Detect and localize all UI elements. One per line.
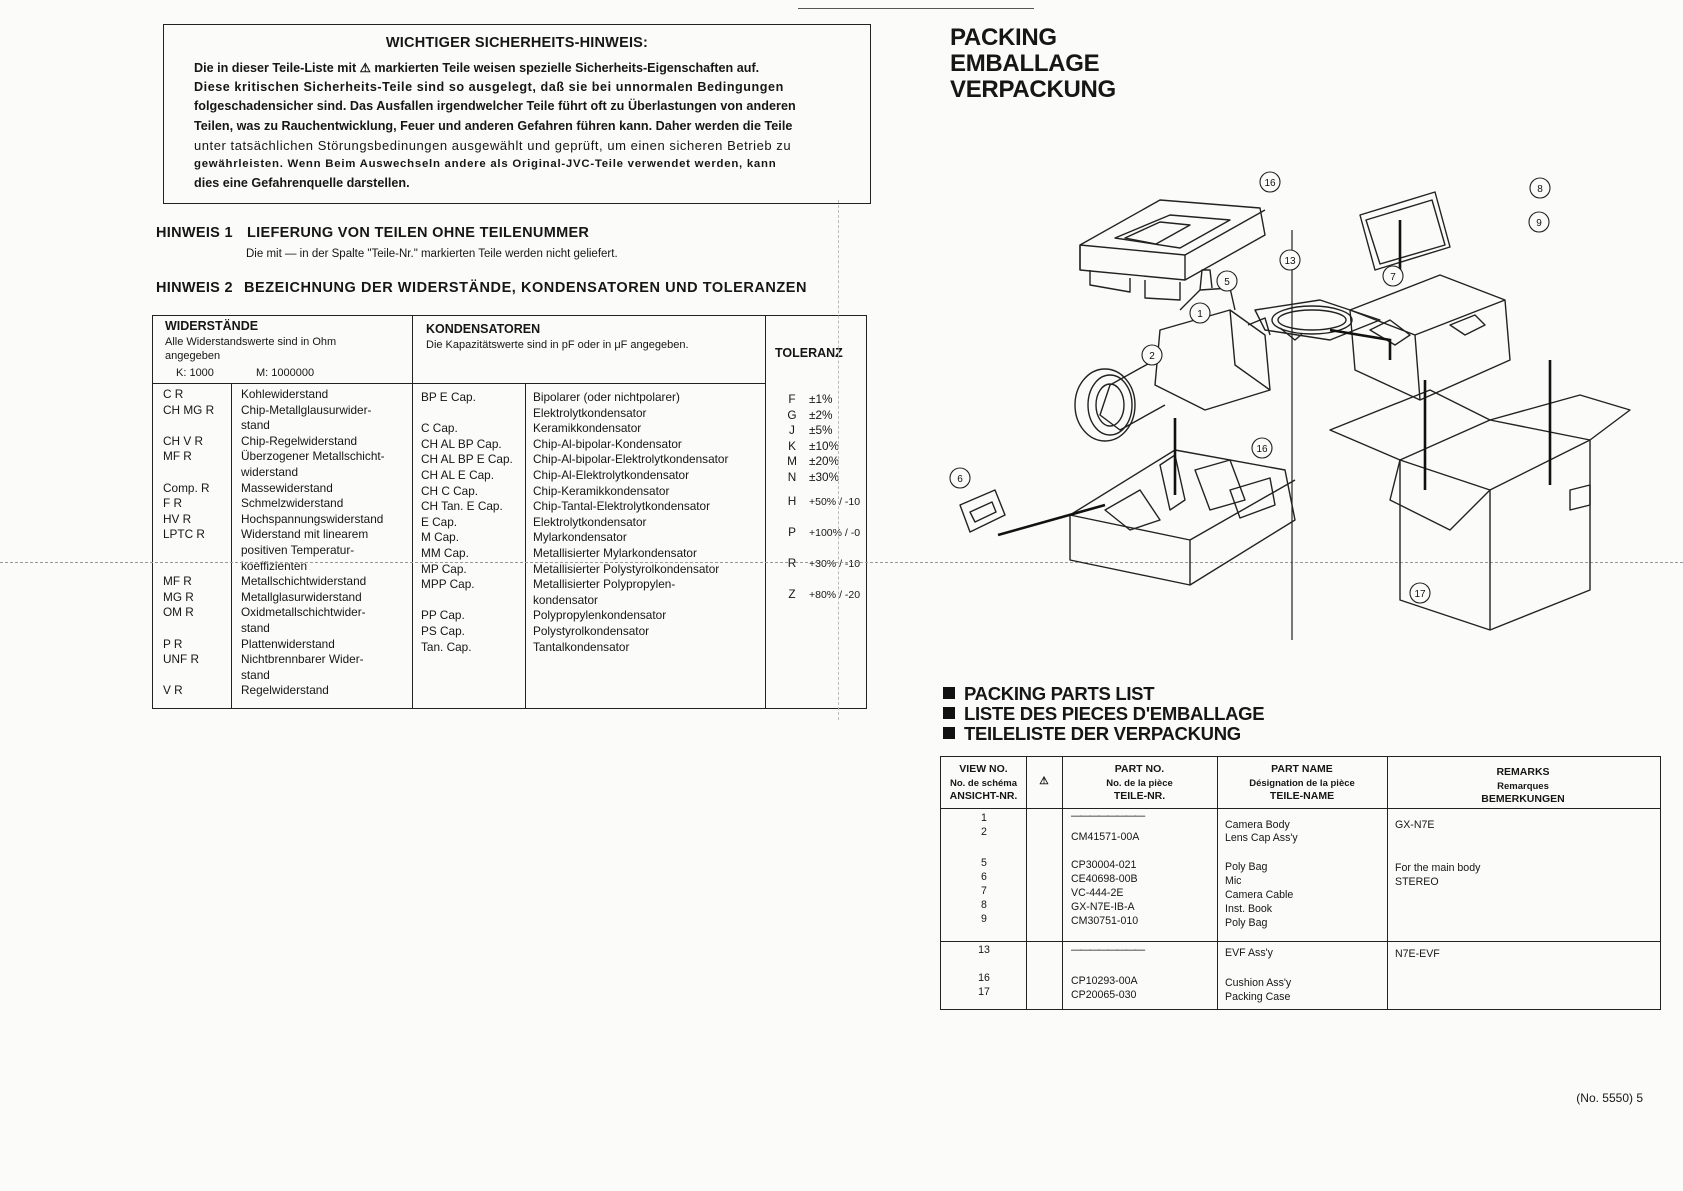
packing-case-drawing [1330, 390, 1630, 630]
callout-label: 16 [1256, 444, 1268, 455]
header-de: TEILE-NR. [1113, 790, 1166, 802]
resistor-name: stand [241, 620, 270, 635]
resistor-name: Schmelzwiderstand [241, 496, 344, 511]
tolerance-row [775, 392, 863, 408]
divider [525, 384, 526, 708]
packing-heading: PACKING [950, 24, 1057, 51]
part-no: ———————— [1071, 810, 1144, 822]
resistor-name: Überzogener Metallschicht- [241, 449, 385, 464]
resistor-name: widerstand [241, 464, 299, 479]
packing-diagram [930, 160, 1660, 660]
legend-table [152, 315, 867, 709]
tolerance-code: Z [788, 586, 796, 601]
capacitor-code: MPP Cap. [421, 577, 475, 592]
part-name: Camera Cable [1225, 889, 1294, 901]
capacitor-code: CH AL E Cap. [421, 467, 494, 482]
capacitor-code: CH Tan. E Cap. [421, 499, 503, 514]
resistor-code: F R [163, 496, 183, 511]
page-number: (No. 5550) 5 [1576, 1091, 1643, 1105]
header-en: REMARKS [1496, 766, 1550, 778]
capacitor-name: Chip-Al-bipolar-Elektrolytkondensator [533, 452, 729, 467]
resistor-code [163, 668, 214, 684]
capacitor-code: CH C Cap. [421, 483, 479, 498]
callout-label: 17 [1414, 589, 1426, 600]
tolerance-code: R [787, 555, 797, 570]
part-name: Mic [1225, 875, 1242, 887]
parts-list-heading-text: PACKING PARTS LIST [964, 683, 1155, 704]
warning-triangle-icon: ⚠ [1039, 775, 1049, 787]
tolerance-value: ±10% [809, 438, 840, 453]
header-fr: No. de schéma [949, 777, 1018, 789]
tolerance-value: +100% / -0 [809, 526, 861, 539]
view-no: 9 [981, 913, 987, 925]
resistor-name: Metallglasurwiderstand [241, 589, 362, 604]
callout-1 [1190, 303, 1210, 323]
resistor-code: HV R [163, 511, 192, 526]
tolerance-code: P [788, 524, 796, 539]
remarks: For the main body [1395, 862, 1481, 874]
remarks: N7E-EVF [1395, 948, 1440, 960]
capacitor-name: Metallisierter Mylarkondensator [533, 545, 697, 560]
resistors-subtitle: Alle Widerstandswerte sind in Ohm angegeben [165, 336, 337, 362]
resistor-code: C R [163, 387, 184, 401]
view-no: 1 [981, 812, 987, 824]
resistor-name: Regelwiderstand [241, 683, 329, 698]
resistor-name: Plattenwiderstand [241, 636, 335, 651]
note-1-number: HINWEIS 1 [156, 225, 233, 241]
header-fr: Remarques [1497, 780, 1549, 792]
divider [1026, 757, 1027, 1009]
capacitor-name: Chip-Tantal-Elektrolytkondensator [533, 499, 711, 514]
capacitor-name: Elektrolytkondensator [533, 405, 647, 420]
capacitor-name: Elektrolytkondensator [533, 514, 647, 529]
part-no: VC-444-2E [1071, 887, 1124, 899]
part-name: Poly Bag [1225, 917, 1268, 929]
capacitor-code: PS Cap. [421, 623, 465, 638]
callout-label: 6 [957, 474, 963, 485]
parts-list-heading-text: LISTE DES PIECES D'EMBALLAGE [964, 703, 1265, 724]
capacitor-name: Chip-Keramikkondensator [533, 483, 670, 498]
resistor-name: Hochspannungswiderstand [241, 511, 384, 526]
divider [941, 808, 1660, 809]
tolerance-header: TOLERANZ [775, 346, 843, 360]
resistor-code: Comp. R [163, 480, 210, 495]
capacitor-code: MM Cap. [421, 545, 469, 560]
part-name: EVF Ass'y [1225, 947, 1273, 959]
camera-drawing [1075, 270, 1270, 441]
part-name: Camera Body [1225, 819, 1290, 831]
resistor-name: Chip-Metallglausurwider- [241, 402, 372, 417]
tolerance-value: +30% / -10 [809, 557, 861, 570]
resistors-header: WIDERSTÄNDE [165, 319, 259, 333]
assembly-arrow [998, 505, 1105, 535]
capacitor-code: M Cap. [421, 530, 460, 545]
view-no: 5 [981, 857, 987, 869]
divider [231, 384, 232, 708]
callout-9 [1529, 212, 1549, 232]
capacitor-name: Keramikkondensator [533, 421, 642, 436]
divider [765, 316, 766, 708]
bullet-square-icon [943, 727, 955, 739]
capacitor-code: PP Cap. [421, 608, 465, 623]
tolerance-code: F [788, 392, 796, 406]
callout-5 [1217, 271, 1237, 291]
resistor-codes [163, 387, 214, 699]
header-en: PART NO. [1114, 763, 1165, 775]
part-name: Poly Bag [1225, 861, 1268, 873]
header-en: PART NAME [1271, 763, 1333, 775]
resistor-code: MG R [163, 589, 194, 604]
tolerance-row [775, 579, 863, 610]
resistor-code [163, 621, 214, 637]
capacitor-code [421, 593, 513, 609]
resistor-code [163, 465, 214, 481]
resistor-code [163, 543, 214, 559]
header-de: TEILE-NAME [1269, 790, 1335, 802]
capacitor-name: Polystyrolkondensator [533, 623, 650, 638]
tolerance-value: +80% / -20 [809, 588, 861, 601]
resistor-names [241, 387, 385, 699]
tolerance-code: M [787, 454, 797, 469]
tolerance-value: ±1% [809, 392, 833, 406]
tolerance-value: +50% / -10 [809, 495, 861, 508]
tolerance-row [775, 470, 863, 486]
part-no: GX-N7E-IB-A [1071, 901, 1135, 913]
safety-text [194, 59, 840, 193]
note-2-number: HINWEIS 2 [156, 280, 233, 296]
capacitor-code: Tan. Cap. [421, 639, 472, 654]
capacitor-name: Mylarkondensator [533, 530, 627, 545]
tolerance-value: ±30% [809, 469, 840, 484]
divider [412, 383, 765, 384]
part-no-header [1062, 763, 1217, 804]
view-no-header [941, 763, 1026, 804]
part-no: CM41571-00A [1071, 831, 1140, 843]
capacitor-name: Metallisierter Polypropylen- [533, 577, 676, 592]
unit-m: M: 1000000 [256, 367, 315, 379]
callout-6 [950, 468, 970, 488]
resistor-code [163, 559, 214, 575]
header-fr: Désignation de la pièce [1249, 777, 1355, 789]
packing-parts-table [940, 756, 1661, 1010]
view-no: 7 [981, 885, 987, 897]
callout-2 [1142, 345, 1162, 365]
part-no: CM30751-010 [1071, 915, 1139, 927]
callout-label: 5 [1224, 277, 1230, 288]
capacitor-name: Chip-Al-bipolar-Kondensator [533, 436, 682, 451]
callout-label: 13 [1284, 256, 1296, 267]
view-no: 17 [978, 986, 990, 998]
packing-heading: EMBALLAGE [950, 50, 1100, 77]
capacitor-code [421, 406, 513, 422]
tolerance-code: N [787, 469, 797, 484]
resistor-name: Nichtbrennbarer Wider- [241, 652, 364, 667]
capacitor-name: Metallisierter Polystyrolkondensator [533, 561, 720, 576]
safety-line: Teilen, was zu Rauchentwicklung, Feuer und anderen Gefahren führen kann. Daher werden die Teile [194, 118, 793, 133]
capacitor-code: CH AL BP E Cap. [421, 452, 513, 467]
callout-16 [1260, 172, 1280, 192]
tolerance-value: ±20% [809, 454, 840, 469]
bottom-cushion-drawing [1070, 450, 1295, 585]
resistor-code: OM R [163, 605, 194, 620]
safety-line: Diese kritischen Sicherheits-Teile sind so ausgelegt, daß sie bei unnormalen Bedingungen [194, 80, 784, 95]
capacitor-name: Bipolarer (oder nichtpolarer) [533, 390, 680, 404]
divider [153, 383, 412, 384]
tolerance-code: G [787, 407, 797, 422]
resistor-name: Chip-Regelwiderstand [241, 433, 358, 448]
bullet-square-icon [943, 687, 955, 699]
safety-line: gewährleisten. Wenn Beim Auswechseln andere als Original-JVC-Teile verwendet werden, kann [194, 158, 777, 171]
resistor-name: positiven Temperatur- [241, 542, 355, 557]
top-rule [798, 8, 1034, 9]
tolerance-value: ±2% [809, 407, 833, 422]
resistor-name: Metallschichtwiderstand [241, 574, 367, 589]
header-de: ANSICHT-NR. [949, 790, 1018, 802]
safety-line: Die in dieser Teile-Liste mit ⚠ markierten Teile weisen spezielle Sicherheits-Eigenschaften auf. [194, 61, 760, 75]
part-no: ———————— [1071, 944, 1144, 956]
resistor-name: Massewiderstand [241, 480, 333, 495]
capacitor-names [533, 390, 728, 655]
resistor-code: UNF R [163, 652, 200, 667]
part-no: CP10293-00A [1071, 975, 1138, 987]
top-cushion-drawing [1080, 200, 1265, 300]
tolerance-code: H [787, 493, 797, 508]
resistor-code: MF R [163, 449, 192, 464]
capacitors-subtitle: Die Kapazitätswerte sind in pF oder in μF angegeben. [426, 339, 689, 351]
part-name: Inst. Book [1225, 903, 1273, 915]
capacitors-header: KONDENSATOREN [426, 322, 541, 336]
safety-notice-box [163, 24, 871, 204]
resistor-code: CH MG R [163, 402, 215, 417]
callout-8 [1530, 178, 1550, 198]
resistor-code: CH V R [163, 433, 203, 448]
resistor-code: V R [163, 683, 183, 698]
bullet-square-icon [943, 707, 955, 719]
parts-list-heading [943, 703, 1264, 725]
callout-label: 16 [1264, 178, 1276, 189]
part-name: Packing Case [1225, 991, 1291, 1003]
view-no: 16 [978, 972, 990, 984]
callout-16-bottom [1252, 438, 1272, 458]
note-1-title: LIEFERUNG VON TEILEN OHNE TEILENUMMER [247, 225, 590, 241]
note-2-heading [156, 280, 807, 296]
assembly-arrow [1330, 330, 1390, 360]
tolerance-row [775, 517, 863, 548]
fold-line [838, 200, 839, 720]
view-no: 6 [981, 871, 987, 883]
part-no: CE40698-00B [1071, 873, 1138, 885]
header-de: BEMERKUNGEN [1481, 793, 1565, 805]
note-1-text: Die mit — in der Spalte "Teile-Nr." markierten Teile werden nicht geliefert. [246, 248, 618, 260]
parts-list-heading [943, 723, 1241, 745]
safety-line: dies eine Gefahrenquelle darstellen. [194, 176, 410, 191]
remarks: STEREO [1395, 876, 1439, 888]
capacitor-code: BP E Cap. [421, 390, 476, 404]
note-2-title: BEZEICHNUNG DER WIDERSTÄNDE, KONDENSATOREN UND TOLERANZEN [244, 280, 808, 296]
capacitor-name: Chip-Al-Elektrolytkondensator [533, 467, 690, 482]
capacitor-code: C Cap. [421, 421, 458, 436]
part-no: CP30004-021 [1071, 859, 1137, 871]
tolerance-row [775, 486, 863, 517]
callout-label: 9 [1536, 218, 1542, 229]
book-drawing [1360, 192, 1450, 270]
callout-label: 8 [1537, 184, 1543, 195]
view-no: 8 [981, 899, 987, 911]
resistor-code [163, 418, 214, 434]
view-no: 13 [978, 944, 990, 956]
resistor-code: LPTC R [163, 527, 205, 542]
resistor-code: P R [163, 636, 183, 651]
divider [941, 941, 1660, 942]
capacitor-code: MP Cap. [421, 561, 467, 576]
capacitor-name: Polypropylenkondensator [533, 608, 667, 623]
unit-k: K: 1000 [176, 367, 214, 379]
safety-line: folgeschadensicher sind. Das Ausfallen irgendwelcher Teile führt oft zu Überlastungen von anderen [194, 99, 796, 114]
callout-7 [1383, 266, 1403, 286]
capacitor-name: kondensator [533, 592, 598, 607]
capacitor-codes [421, 390, 513, 655]
parts-list-heading [943, 683, 1154, 705]
part-no: CP20065-030 [1071, 989, 1137, 1001]
resistor-name: Kohlewiderstand [241, 387, 329, 401]
safety-header [1026, 775, 1062, 789]
header-en: VIEW NO. [959, 763, 1008, 775]
capacitor-name: Tantalkondensator [533, 639, 630, 654]
view-no: 2 [981, 826, 987, 838]
resistor-name: stand [241, 418, 270, 433]
header-fr: No. de la pièce [1106, 777, 1173, 789]
mic-drawing [960, 490, 1005, 532]
safety-line: unter tatsächlichen Störungsbedinungen ausgewählt und geprüft, um einen sicheren Betrieb zu [194, 137, 792, 153]
part-name: Lens Cap Ass'y [1225, 832, 1298, 844]
tolerance-code: J [789, 423, 795, 438]
resistor-name: koeffizienten [241, 558, 308, 573]
resistor-name: stand [241, 667, 270, 682]
parts-list-heading-text: TEILELISTE DER VERPACKUNG [964, 723, 1241, 744]
remarks: GX-N7E [1395, 819, 1435, 831]
callout-label: 2 [1149, 351, 1155, 362]
part-name-header [1217, 763, 1387, 804]
tolerance-value: ±5% [809, 423, 833, 438]
tolerance-list [775, 392, 863, 610]
callout-17 [1410, 583, 1430, 603]
safety-title: WICHTIGER SICHERHEITS-HINWEIS: [385, 35, 649, 51]
resistor-name: Widerstand mit linearem [241, 527, 369, 542]
tolerance-row [775, 423, 863, 439]
tolerance-row [775, 548, 863, 579]
callout-13 [1280, 250, 1300, 270]
tolerance-row [775, 439, 863, 455]
tolerance-code: K [788, 438, 796, 453]
part-name: Cushion Ass'y [1225, 977, 1292, 989]
resistor-code: MF R [163, 574, 192, 589]
divider [412, 316, 413, 708]
tolerance-row [775, 454, 863, 470]
callout-label: 7 [1390, 272, 1396, 283]
capacitor-code: E Cap. [421, 514, 458, 529]
note-1-heading [156, 225, 589, 241]
packing-heading: VERPACKUNG [950, 76, 1116, 103]
tolerance-row [775, 408, 863, 424]
remarks-header [1387, 766, 1659, 807]
capacitor-code: CH AL BP Cap. [421, 436, 502, 451]
callout-label: 1 [1197, 309, 1203, 320]
resistor-name: Oxidmetallschichtwider- [241, 605, 366, 620]
